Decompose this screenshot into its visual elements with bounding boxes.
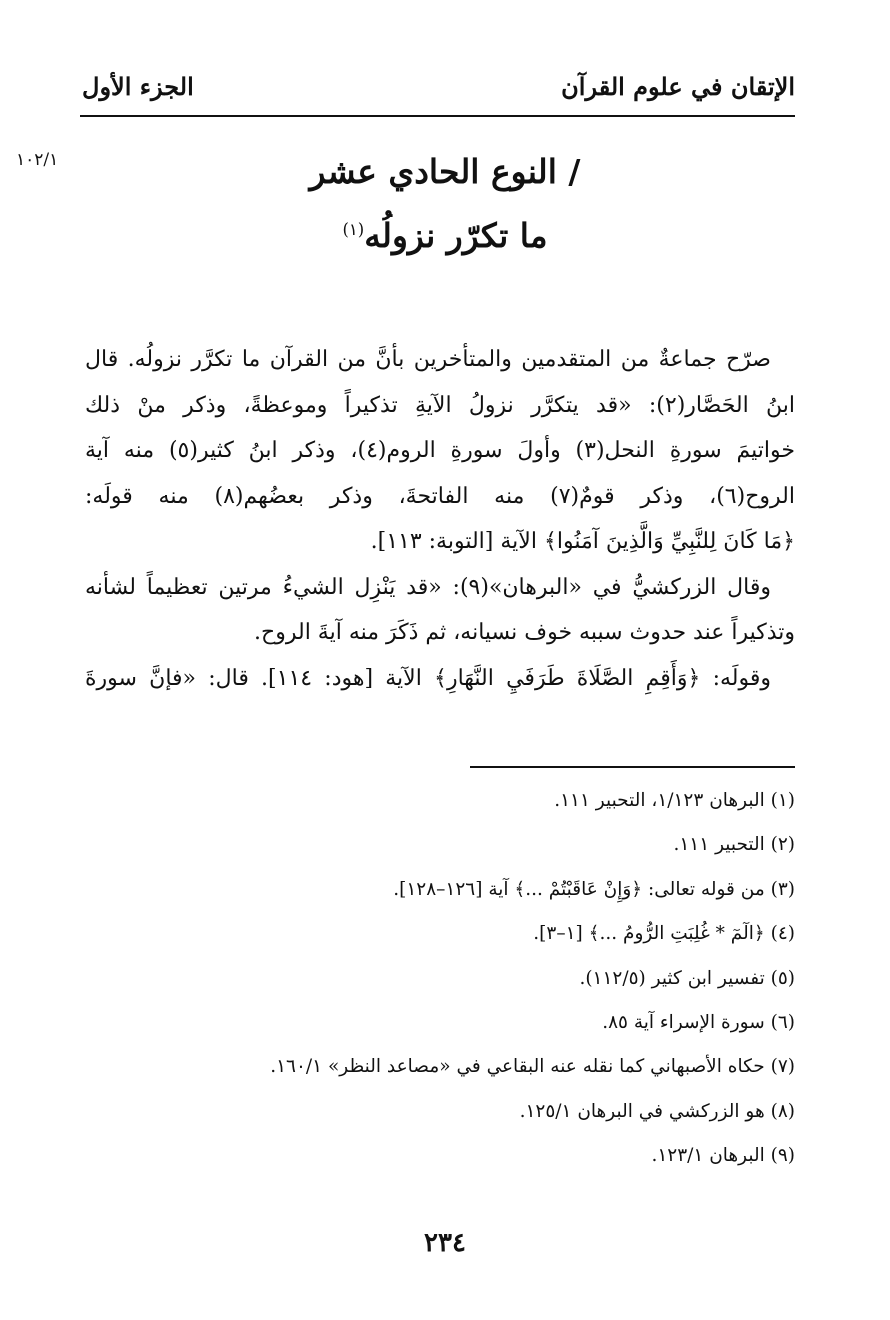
body-line: صرّح جماعةٌ من المتقدمين والمتأخرين بأنَّ من القرآن ما تكرَّر نزولُه. قال — [85, 347, 771, 372]
body-line: خواتيمَ سورةِ النحل(٣) وأولَ سورةِ الروم(٤)، وذكر ابنُ كثير(٥) منه آية — [85, 438, 795, 463]
body-line: الروح(٦)، وذكر قومٌ(٧) منه الفاتحةَ، وذكر بعضُهم(٨) منه قولَه: — [85, 483, 795, 509]
margin-page-reference: ١٠٢/١ — [16, 150, 59, 170]
header-rule — [80, 115, 795, 117]
body-line: وقولَه: ﴿وَأَقِمِ الصَّلَاةَ طَرَفَيِ النَّهَارِ﴾ الآية [هود: ١١٤]. قال: «فإنَّ سورةَ — [85, 665, 771, 691]
running-header-volume: الجزء الأول — [82, 72, 194, 101]
footnote-rule — [470, 766, 795, 768]
running-header-book-title: الإتقان في علوم القرآن — [561, 72, 795, 101]
footnote: (٩) البرهان ١٢٣/١. — [651, 1145, 795, 1167]
footnote: (٥) تفسير ابن كثير (١١٢/٥). — [579, 967, 795, 989]
body-line: وتذكيراً عند حدوث سببه خوف نسيانه، ثم ذَكَرَ منه آيةَ الروح. — [254, 620, 795, 645]
chapter-title: / النوع الحادي عشر — [309, 152, 581, 191]
footnote: (٦) سورة الإسراء آية ٨٥. — [602, 1011, 795, 1033]
chapter-subtitle-text: ما تكرّر نزولُه — [364, 216, 548, 255]
footnotes — [150, 786, 795, 1186]
footnote: (٧) حكاه الأصبهاني كما نقله عنه البقاعي في «مصاعد النظر» ١٦٠/١. — [270, 1056, 795, 1078]
body-line: ابنُ الحَصَّار(٢): «قد يتكرَّر نزولُ الآيةِ تذكيراً وموعظةً، وذكر منْ ذلك — [85, 392, 795, 418]
body-line: وقال الزركشيُّ في «البرهان»(٩): «قد يَنْزِل الشيءُ مرتين تعظيماً لشأنه — [85, 574, 771, 600]
footnote: (٤) ﴿الٓمٓ * غُلِبَتِ الرُّومُ ...﴾ [١–٣]. — [533, 923, 795, 945]
body-text — [85, 337, 795, 701]
footnote: (٨) هو الزركشي في البرهان ١٢٥/١. — [519, 1100, 795, 1122]
footnote: (٢) التحبير ١١١. — [673, 834, 795, 856]
body-line: ﴿مَا كَانَ لِلنَّبِيِّ وَالَّذِينَ آمَنُوا﴾ الآية [التوبة: ١١٣]. — [370, 529, 795, 554]
chapter-subtitle-note: (١) — [342, 220, 365, 239]
chapter-subtitle — [190, 216, 700, 255]
footnote: (١) البرهان ١/١٢٣، التحبير ١١١. — [554, 790, 795, 811]
footnote: (٣) من قوله تعالى: ﴿وَإِنْ عَاقَبْتُمْ ...﴾ آية [١٢٦–١٢٨]. — [393, 878, 795, 900]
page-number: ٢٣٤ — [424, 1228, 466, 1258]
